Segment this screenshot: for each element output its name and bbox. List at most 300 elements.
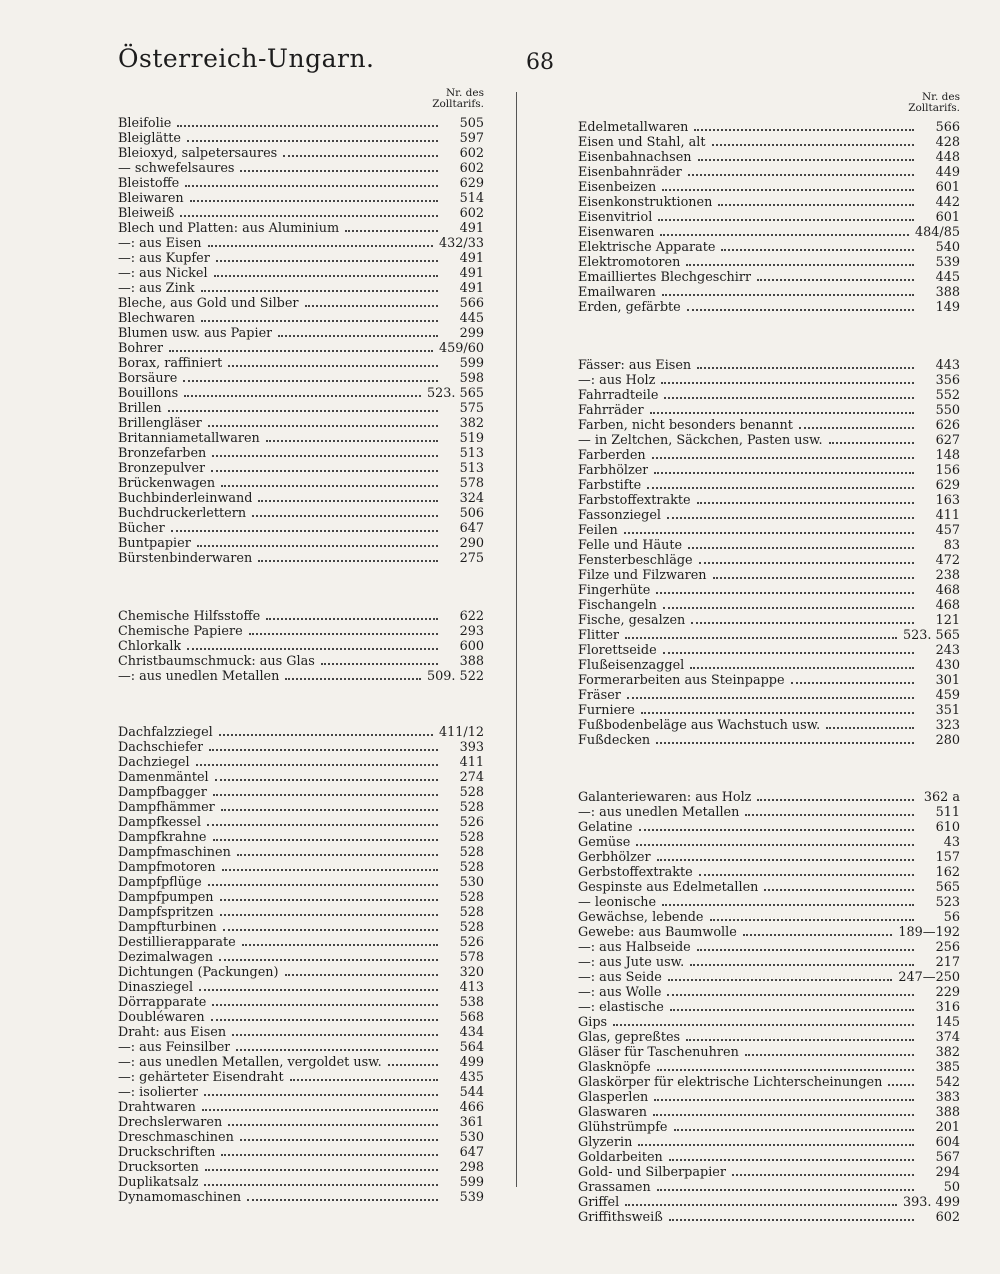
index-entry (578, 628, 960, 643)
tariff-number: 448 (935, 150, 960, 165)
tariff-number: 597 (459, 131, 484, 146)
index-entry (578, 150, 960, 165)
index-entry (118, 176, 484, 191)
entry-label: —: aus Halbseide (578, 940, 691, 955)
tariff-number: 602 (459, 146, 484, 161)
dot-leader (718, 195, 914, 206)
entry-label: Elektrische Apparate (578, 240, 716, 255)
entry-label: Bronzefarben (118, 446, 207, 461)
entry-label: —: aus Feinsilber (118, 1040, 231, 1055)
entry-label: Fensterbeschläge (578, 553, 693, 568)
tariff-number: 43 (943, 835, 960, 850)
dot-leader (232, 1025, 438, 1036)
section-gap (118, 684, 484, 725)
index-entry (118, 950, 484, 965)
dot-leader (236, 1040, 438, 1051)
entry-label: Emailwaren (578, 285, 656, 300)
index-entry (118, 935, 484, 950)
entry-label: Griffithsweiß (578, 1210, 663, 1225)
entry-label: Fußdecken (578, 733, 651, 748)
entry-label: —: aus Zink (118, 281, 195, 296)
index-entry (118, 1070, 484, 1085)
dot-leader (745, 805, 914, 816)
tariff-number: 647 (459, 521, 484, 536)
dot-leader (663, 598, 914, 609)
tariff-number: 491 (459, 266, 484, 281)
entry-label: Farben, nicht besonders benannt (578, 418, 793, 433)
dot-leader (222, 860, 438, 871)
tariff-number: 393 (459, 740, 484, 755)
index-entry (578, 880, 960, 895)
entry-label: Filze und Filzwaren (578, 568, 707, 583)
dot-leader (690, 658, 914, 669)
index-entry (118, 386, 484, 401)
dot-leader (757, 790, 914, 801)
dot-leader (177, 116, 438, 127)
entry-label: Dörrapparate (118, 995, 207, 1010)
tariff-number: 356 (935, 373, 960, 388)
tariff-number: 383 (935, 1090, 960, 1105)
tariff-number: 145 (935, 1015, 960, 1030)
entry-label: Eisenkonstruktionen (578, 195, 713, 210)
dot-leader (662, 180, 914, 191)
index-entry (578, 538, 960, 553)
entry-label: Bleiwaren (118, 191, 184, 206)
entry-label: Drahtwaren (118, 1100, 196, 1115)
dot-leader (688, 165, 914, 176)
dot-leader (688, 538, 914, 549)
entry-label: Buntpapier (118, 536, 191, 551)
index-entry (578, 583, 960, 598)
entry-label: Fräser (578, 688, 621, 703)
dot-leader (228, 356, 438, 367)
entry-label: Gerbstoffextrakte (578, 865, 693, 880)
dot-leader (712, 135, 914, 146)
tariff-number: 411 (935, 508, 960, 523)
entry-label: Glyzerin (578, 1135, 633, 1150)
index-entry (118, 206, 484, 221)
entry-label: Farbhölzer (578, 463, 649, 478)
entry-label: — schwefelsaures (118, 161, 235, 176)
entry-label: Eisen und Stahl, alt (578, 135, 706, 150)
entry-label: Blechwaren (118, 311, 195, 326)
entry-label: Bronzepulver (118, 461, 206, 476)
tariff-number: 511 (935, 805, 960, 820)
entry-label: Gerbhölzer (578, 850, 651, 865)
tariff-number: 293 (459, 624, 484, 639)
index-entry (118, 536, 484, 551)
index-entry (578, 568, 960, 583)
entry-label: —: aus Wolle (578, 985, 662, 1000)
entry-label: Bleioxyd, salpetersaures (118, 146, 278, 161)
tariff-number: 540 (935, 240, 960, 255)
index-entry (118, 146, 484, 161)
dot-leader (638, 1135, 914, 1146)
tariff-number: 201 (935, 1120, 960, 1135)
tariff-number: 388 (459, 654, 484, 669)
dot-leader (169, 341, 433, 352)
index-entry (578, 1180, 960, 1195)
entry-label: Florettseide (578, 643, 657, 658)
dot-leader (219, 725, 433, 736)
dot-leader (199, 980, 438, 991)
tariff-number: 599 (459, 356, 484, 371)
index-entry (118, 770, 484, 785)
tariff-number: 600 (459, 639, 484, 654)
index-entry (578, 613, 960, 628)
index-entry (578, 1000, 960, 1015)
tariff-number: 443 (935, 358, 960, 373)
tariff-number: 526 (459, 935, 484, 950)
tariff-number: 566 (459, 296, 484, 311)
tariff-number: 513 (459, 461, 484, 476)
dot-leader (237, 845, 438, 856)
dot-leader (213, 785, 438, 796)
entry-label: Dezimalwagen (118, 950, 214, 965)
entry-label: Flußeisenzaggel (578, 658, 685, 673)
index-entry (578, 240, 960, 255)
index-entry (578, 643, 960, 658)
tariff-number: 509. 522 (427, 669, 484, 684)
dot-leader (663, 643, 914, 654)
tariff-number: 626 (935, 418, 960, 433)
entry-label: Erden, gefärbte (578, 300, 681, 315)
entry-label: —: aus unedlen Metallen (118, 669, 280, 684)
index-entry (578, 1105, 960, 1120)
dot-leader (211, 461, 438, 472)
dot-leader (791, 673, 914, 684)
index-entry (118, 1190, 484, 1205)
tariff-number: 647 (459, 1145, 484, 1160)
index-entry (118, 905, 484, 920)
dot-leader (668, 970, 892, 981)
index-entry (578, 523, 960, 538)
dot-leader (214, 266, 438, 277)
tariff-number: 544 (459, 1085, 484, 1100)
entry-label: Buchdruckerlettern (118, 506, 247, 521)
entry-label: Furniere (578, 703, 635, 718)
index-entry (118, 995, 484, 1010)
dot-leader (654, 1090, 914, 1101)
dot-leader (662, 285, 914, 296)
letter-group (578, 358, 960, 748)
entry-label: Chemische Hilfsstoffe (118, 609, 261, 624)
index-entry (578, 553, 960, 568)
index-entry (118, 131, 484, 146)
index-entry (578, 388, 960, 403)
dot-leader (657, 850, 914, 861)
dot-leader (212, 995, 438, 1006)
dot-leader (290, 1070, 438, 1081)
entry-label: Dachfalzziegel (118, 725, 213, 740)
tariff-number: 466 (459, 1100, 484, 1115)
index-entry (118, 624, 484, 639)
entry-label: Brillen (118, 401, 162, 416)
tariff-number: 514 (459, 191, 484, 206)
dot-leader (699, 865, 914, 876)
tariff-number: 280 (935, 733, 960, 748)
tariff-number: 351 (935, 703, 960, 718)
dot-leader (710, 910, 914, 921)
entry-label: —: isolierter (118, 1085, 199, 1100)
index-entry (118, 845, 484, 860)
tariff-number: 604 (935, 1135, 960, 1150)
entry-label: Bleiweiß (118, 206, 175, 221)
tariff-number: 388 (935, 1105, 960, 1120)
tariff-number: 294 (935, 1165, 960, 1180)
tariff-number: 445 (935, 270, 960, 285)
tariff-number: 238 (935, 568, 960, 583)
index-entry (578, 910, 960, 925)
tariff-number: 472 (935, 553, 960, 568)
dot-leader (212, 446, 438, 457)
tariff-number: 552 (935, 388, 960, 403)
index-entry (118, 251, 484, 266)
dot-leader (653, 1105, 914, 1116)
index-entry (118, 1025, 484, 1040)
tariff-number: 530 (459, 1130, 484, 1145)
index-entry (118, 669, 484, 684)
index-entry (578, 403, 960, 418)
tariff-number: 56 (943, 910, 960, 925)
index-entry (118, 341, 484, 356)
column-header-line2: Zolltarifs. (432, 98, 484, 110)
tariff-number: 457 (935, 523, 960, 538)
dot-leader (283, 146, 438, 157)
entry-label: Eisenbahnräder (578, 165, 682, 180)
entry-label: Dampfhämmer (118, 800, 215, 815)
entry-label: Gemüse (578, 835, 631, 850)
dot-leader (652, 448, 914, 459)
tariff-number: 542 (935, 1075, 960, 1090)
entry-label: Chemische Papiere (118, 624, 243, 639)
tariff-number: 530 (459, 875, 484, 890)
tariff-number: 598 (459, 371, 484, 386)
dot-leader (285, 965, 438, 976)
entry-label: Druckschriften (118, 1145, 216, 1160)
index-entry (578, 225, 960, 240)
dot-leader (204, 1085, 438, 1096)
dot-leader (240, 1130, 438, 1141)
index-entry (578, 970, 960, 985)
tariff-number: 578 (459, 476, 484, 491)
index-entry (578, 358, 960, 373)
index-entry (118, 1010, 484, 1025)
dot-leader (686, 255, 914, 266)
tariff-number: 149 (935, 300, 960, 315)
index-entry (118, 371, 484, 386)
index-entry (578, 985, 960, 1000)
index-entry (118, 506, 484, 521)
entry-label: Farbstoffextrakte (578, 493, 691, 508)
tariff-number: 602 (459, 206, 484, 221)
entry-label: Dinasziegel (118, 980, 194, 995)
entry-label: — in Zeltchen, Säckchen, Pasten usw. (578, 433, 823, 448)
index-entry (118, 311, 484, 326)
dot-leader (228, 1115, 438, 1126)
tariff-number: 430 (935, 658, 960, 673)
dot-leader (745, 1045, 914, 1056)
entry-label: Brillengläser (118, 416, 202, 431)
index-entry (118, 401, 484, 416)
tariff-number: 513 (459, 446, 484, 461)
tariff-number: 157 (935, 850, 960, 865)
tariff-number: 298 (459, 1160, 484, 1175)
dot-leader (826, 718, 914, 729)
entry-label: Bleche, aus Gold und Silber (118, 296, 299, 311)
index-entry (118, 161, 484, 176)
index-entry (118, 830, 484, 845)
dot-leader (661, 373, 914, 384)
entry-label: Chlorkalk (118, 639, 182, 654)
entry-label: Bleistoffe (118, 176, 180, 191)
entry-label: Dichtungen (Packungen) (118, 965, 279, 980)
entry-label: Fischangeln (578, 598, 657, 613)
index-entry (118, 236, 484, 251)
entry-label: Eisenbeizen (578, 180, 657, 195)
entry-label: — leonische (578, 895, 657, 910)
tariff-number: 568 (459, 1010, 484, 1025)
dot-leader (799, 418, 914, 429)
tariff-number: 528 (459, 845, 484, 860)
entry-label: —: aus Seide (578, 970, 662, 985)
tariff-number: 550 (935, 403, 960, 418)
entry-label: —: aus Nickel (118, 266, 208, 281)
dot-leader (694, 120, 914, 131)
dot-leader (698, 150, 914, 161)
entry-label: Damenmäntel (118, 770, 209, 785)
index-entry (578, 865, 960, 880)
index-entry (118, 1115, 484, 1130)
tariff-number: 491 (459, 251, 484, 266)
index-entry (578, 1195, 960, 1210)
tariff-number: 243 (935, 643, 960, 658)
dot-leader (691, 613, 914, 624)
entry-label: Bleifolie (118, 116, 172, 131)
entry-label: Griffel (578, 1195, 620, 1210)
entry-label: Blumen usw. aus Papier (118, 326, 273, 341)
column-header (578, 92, 960, 118)
tariff-number: 156 (935, 463, 960, 478)
dot-leader (888, 1075, 914, 1086)
tariff-number: 602 (935, 1210, 960, 1225)
index-entry (578, 850, 960, 865)
tariff-number: 434 (459, 1025, 484, 1040)
index-entry (578, 508, 960, 523)
entry-label: —: aus unedlen Metallen (578, 805, 740, 820)
entry-label: Destillierapparate (118, 935, 236, 950)
entry-label: Fässer: aus Eisen (578, 358, 692, 373)
dot-leader (266, 431, 438, 442)
dot-leader (202, 1100, 438, 1111)
entry-label: Formerarbeiten aus Steinpappe (578, 673, 785, 688)
tariff-number: 229 (935, 985, 960, 1000)
dot-leader (207, 815, 438, 826)
tariff-number: 374 (935, 1030, 960, 1045)
tariff-number: 538 (459, 995, 484, 1010)
entry-label: Glühstrümpfe (578, 1120, 668, 1135)
dot-leader (240, 161, 438, 172)
tariff-number: 323 (935, 718, 960, 733)
entry-label: Duplikatsalz (118, 1175, 199, 1190)
index-entry (578, 135, 960, 150)
dot-leader (625, 1195, 897, 1206)
tariff-number: 528 (459, 920, 484, 935)
tariff-number: 539 (935, 255, 960, 270)
tariff-number: 275 (459, 551, 484, 566)
entry-label: Dreschmaschinen (118, 1130, 234, 1145)
dot-leader (829, 433, 914, 444)
dot-leader (171, 521, 438, 532)
column-header (118, 88, 484, 114)
index-entry (118, 860, 484, 875)
tariff-number: 528 (459, 905, 484, 920)
index-entry (118, 920, 484, 935)
index-entry (578, 120, 960, 135)
entry-label: Bücher (118, 521, 165, 536)
tariff-number: 539 (459, 1190, 484, 1205)
dot-leader (213, 830, 438, 841)
dot-leader (187, 131, 438, 142)
index-entry (118, 890, 484, 905)
index-entry (118, 800, 484, 815)
dot-leader (205, 1160, 438, 1171)
dot-leader (204, 1175, 438, 1186)
dot-leader (657, 1060, 914, 1071)
entry-label: Farbstifte (578, 478, 642, 493)
entry-label: Drucksorten (118, 1160, 199, 1175)
dot-leader (201, 281, 438, 292)
entry-label: Borax, raffiniert (118, 356, 223, 371)
tariff-number: 432/33 (438, 236, 484, 251)
column-divider (516, 92, 517, 1187)
tariff-number: 505 (459, 116, 484, 131)
entry-label: Brückenwagen (118, 476, 216, 491)
index-entry (578, 790, 960, 805)
dot-leader (388, 1055, 438, 1066)
tariff-number: 528 (459, 785, 484, 800)
tariff-number: 162 (935, 865, 960, 880)
tariff-number: 411 (459, 755, 484, 770)
entry-label: Goldarbeiten (578, 1150, 663, 1165)
tariff-number: 445 (459, 311, 484, 326)
tariff-number: 491 (459, 221, 484, 236)
tariff-number: 247—250 (898, 970, 960, 985)
entry-label: Elektromotoren (578, 255, 681, 270)
dot-leader (180, 206, 438, 217)
tariff-number: 528 (459, 860, 484, 875)
entry-label: Blech und Platten: aus Aluminium (118, 221, 340, 236)
dot-leader (656, 583, 914, 594)
index-entry (578, 1045, 960, 1060)
index-entry (118, 1145, 484, 1160)
tariff-number: 506 (459, 506, 484, 521)
page-number: 68 (526, 50, 554, 75)
tariff-number: 290 (459, 536, 484, 551)
entry-label: —: gehärteter Eisendraht (118, 1070, 284, 1085)
tariff-number: 528 (459, 800, 484, 815)
dot-leader (699, 553, 914, 564)
tariff-number: 428 (935, 135, 960, 150)
dot-leader (247, 1190, 438, 1201)
tariff-number: 601 (935, 180, 960, 195)
dot-leader (215, 770, 438, 781)
dot-leader (196, 755, 438, 766)
entry-label: —: aus unedlen Metallen, vergoldet usw. (118, 1055, 382, 1070)
tariff-number: 442 (935, 195, 960, 210)
section-gap (578, 748, 960, 790)
index-entry (118, 1160, 484, 1175)
